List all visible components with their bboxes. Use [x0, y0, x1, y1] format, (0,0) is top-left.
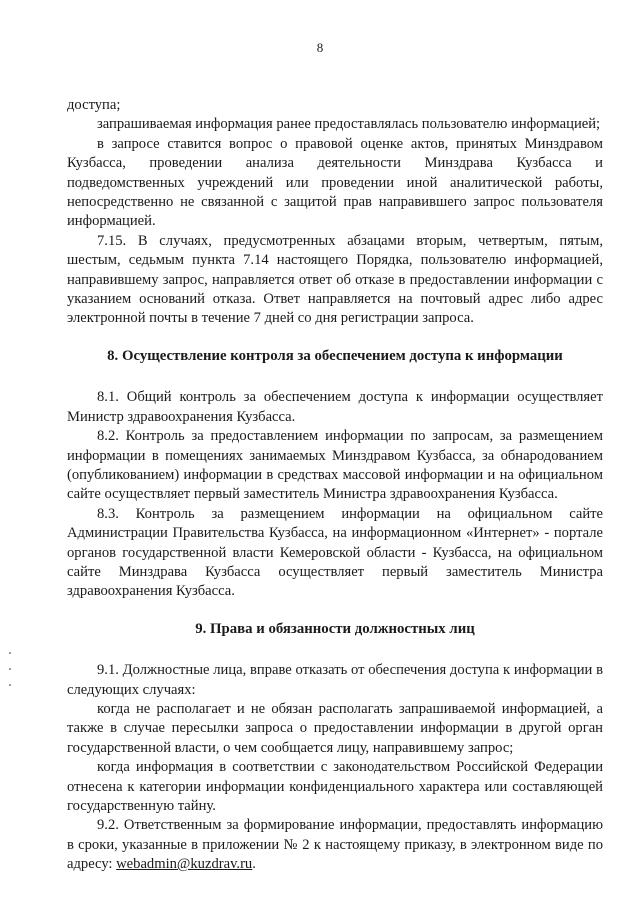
margin-mark [9, 668, 11, 670]
margin-mark [9, 684, 11, 686]
document-body [67, 96, 603, 875]
page-number: 8 [316, 40, 324, 55]
paragraph: запрашиваемая информация ранее предоставлялась пользователю информацией; [97, 116, 601, 133]
paragraph: 8.1. Общий контроль за обеспечением доступа к информации осуществляет Министр здравоохранения Кузбасса. [67, 389, 603, 425]
section-heading: 8. Осуществление контроля за обеспечением доступа к информации [107, 347, 563, 364]
paragraph: 7.15. В случаях, предусмотренных абзацами вторым, четвертым, пятым, шестым, седьмым пункта 7.14 настоящего Порядка, пользователю информацией, направившему запрос, направляется ответ об отказе в предоставлении информации с указанием оснований отказа. Ответ направляется на почтовый адрес либо адрес электронной почты в течение 7 дней со дня регистрации запроса. [67, 232, 603, 327]
paragraph-end: . [252, 856, 256, 873]
paragraph: в запросе ставится вопрос о правовой оценке актов, принятых Минздравом Кузбасса, проведении анализа деятельности Минздрава Кузбасса и подведомственных учреждений или проведении иной аналитической работы, непосредственно не связанной с защитой прав направившего запрос пользователя информацией. [67, 135, 603, 230]
paragraph-text: 9.2. Ответственным за формирование информации, предоставлять информацию в сроки, указанные в приложении № 2 к настоящему приказу, в электронном виде по адресу: [67, 817, 603, 873]
paragraph: 8.3. Контроль за размещением информации на официальном сайте Администрации Правительства Кузбасса, на информационном «Интернет» - портале органов государственной власти Кемеровской области - Кузбасса, на официальном сайте Минздрава Кузбасса осуществляет первый заместитель Министра здравоохранения Кузбасса. [67, 505, 603, 600]
section-heading: 9. Права и обязанности должностных лиц [195, 620, 475, 637]
email-link[interactable]: webadmin@kuzdrav.ru [116, 856, 253, 873]
paragraph [67, 816, 603, 874]
margin-mark [9, 652, 11, 654]
paragraph: когда информация в соответствии с законодательством Российской Федерации отнесена к категории информации конфиденциального характера или составляющей государственную тайну. [67, 759, 603, 814]
paragraph: когда не располагает и не обязан располагать запрашиваемой информацией, а также в случае пересылки запроса о предоставлении информации в другой орган государственной власти, о чем сообщается лицу, направившему запрос; [67, 700, 603, 756]
paragraph: 9.1. Должностные лица, вправе отказать от обеспечения доступа к информации в следующих случаях: [67, 662, 603, 698]
paragraph: 8.2. Контроль за предоставлением информации по запросам, за размещением информации в помещениях занимаемых Минздравом Кузбасса, за обнародованием (опубликованием) информации в средствах массовой информации и на официальном сайте осуществляет первый заместитель Министра здравоохранения Кузбасса. [67, 428, 603, 503]
paragraph: доступа; [67, 97, 121, 113]
